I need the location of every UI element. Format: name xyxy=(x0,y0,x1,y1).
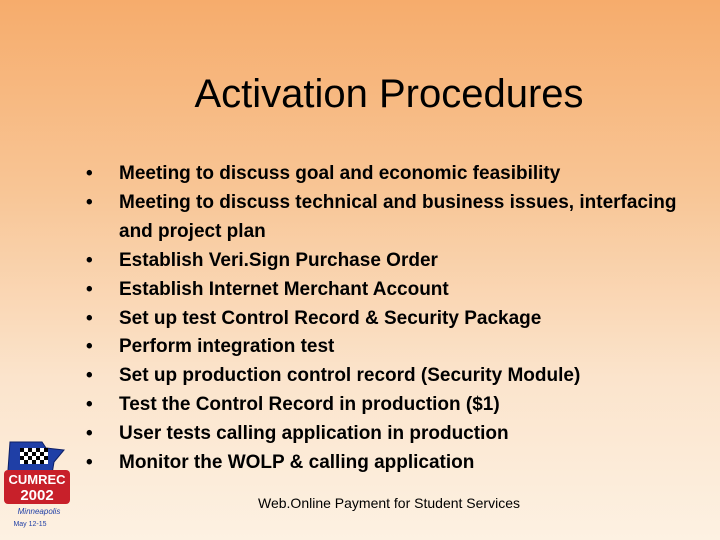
logo-line1: CUMREC xyxy=(8,472,66,487)
cumrec-logo-icon xyxy=(2,440,72,532)
bullet-list xyxy=(82,160,702,478)
checkered-flag xyxy=(20,448,48,464)
bullet-item: • Test the Control Record in production ($1) xyxy=(82,391,702,420)
bullet-item: • Monitor the WOLP & calling application xyxy=(82,449,702,478)
bullet-item: • Establish Internet Merchant Account xyxy=(82,276,702,305)
bullet-item: • Meeting to discuss technical and business issues, interfacing and project plan xyxy=(82,189,702,247)
bullet-item: • Set up test Control Record & Security Package xyxy=(82,305,702,334)
bullet-item: • Establish Veri.Sign Purchase Order xyxy=(82,247,702,276)
slide-footer: Web.Online Payment for Student Services xyxy=(258,495,520,511)
bullet-item: • Set up production control record (Security Module) xyxy=(82,362,702,391)
logo-line3: Minneapolis xyxy=(17,507,61,516)
logo-line4: May 12-15 xyxy=(13,521,47,528)
slide-title: Activation Procedures xyxy=(194,72,584,116)
bullet-item: • Perform integration test xyxy=(82,333,702,362)
logo-line2: 2002 xyxy=(20,487,54,504)
bullet-item: • Meeting to discuss goal and economic feasibility xyxy=(82,160,702,189)
bullet-item: • User tests calling application in production xyxy=(82,420,702,449)
